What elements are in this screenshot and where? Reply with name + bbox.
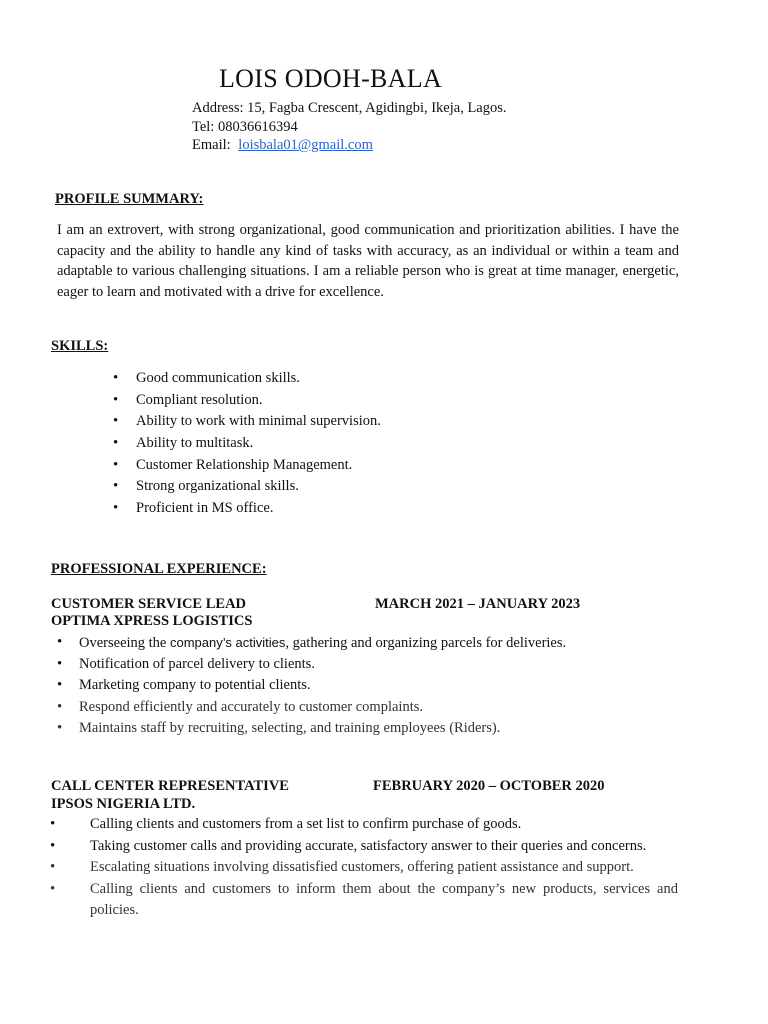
experience-heading: PROFESSIONAL EXPERIENCE: <box>51 561 267 577</box>
job-title: CALL CENTER REPRESENTATIVE <box>51 778 289 794</box>
email-link[interactable]: loisbala01@gmail.com <box>238 137 373 153</box>
list-item: • Marketing company to potential clients. <box>57 675 677 697</box>
job-dates: MARCH 2021 – JANUARY 2023 <box>375 596 581 612</box>
list-item: • Customer Relationship Management. <box>113 455 381 477</box>
list-item: • Notification of parcel delivery to clients. <box>57 654 677 676</box>
job-title: CUSTOMER SERVICE LEAD <box>51 596 247 612</box>
address-line: Address: 15, Fagba Crescent, Agidingbi, Ikeja, Lagos. <box>192 100 507 116</box>
list-item: • Calling clients and customers from a set list to confirm purchase of goods. <box>50 814 678 835</box>
list-item: • Overseeing the company’s activities, gathering and organizing parcels for deliveries. <box>57 632 677 654</box>
list-item: • Ability to work with minimal supervision. <box>113 411 381 433</box>
tel-line: Tel: 08036616394 <box>192 119 298 135</box>
list-item: • Strong organizational skills. <box>113 476 381 498</box>
company-name: OPTIMA XPRESS LOGISTICS <box>51 613 253 629</box>
candidate-name: LOIS ODOH-BALA <box>219 64 443 93</box>
profile-summary-heading: PROFILE SUMMARY: <box>55 191 204 207</box>
profile-summary-text: I am an extrovert, with strong organizational, good communication and prioritization abilities. I have the capacity and the ability to handle any kind of tasks with accuracy, as an individual or within a team and adaptable to various challenging situations. I am a reliable person who is great at time manager, energetic, eager to learn and motivated with a drive for excellence. <box>57 222 679 300</box>
list-item: • Taking customer calls and providing accurate, satisfactory answer to their queries and concerns. <box>50 836 678 857</box>
list-item: • Ability to multitask. <box>113 433 381 455</box>
company-name: IPSOS NIGERIA LTD. <box>51 796 196 812</box>
duties-list <box>57 632 677 740</box>
skills-list <box>113 368 381 520</box>
list-item: • Maintains staff by recruiting, selecting, and training employees (Riders). <box>57 718 677 740</box>
email-line <box>192 136 373 155</box>
list-item: • Calling clients and customers to inform them about the company’s new products, services and policies. <box>50 879 678 920</box>
job-dates: FEBRUARY 2020 – OCTOBER 2020 <box>373 778 605 794</box>
list-item: • Escalating situations involving dissatisfied customers, offering patient assistance and support. <box>50 857 678 878</box>
list-item: • Good communication skills. <box>113 368 381 390</box>
list-item: • Respond efficiently and accurately to customer complaints. <box>57 697 677 719</box>
list-item: • Proficient in MS office. <box>113 498 381 520</box>
skills-heading: SKILLS: <box>51 338 109 354</box>
email-label: Email: <box>192 137 231 153</box>
duties-list <box>50 814 678 922</box>
list-item: • Compliant resolution. <box>113 390 381 412</box>
